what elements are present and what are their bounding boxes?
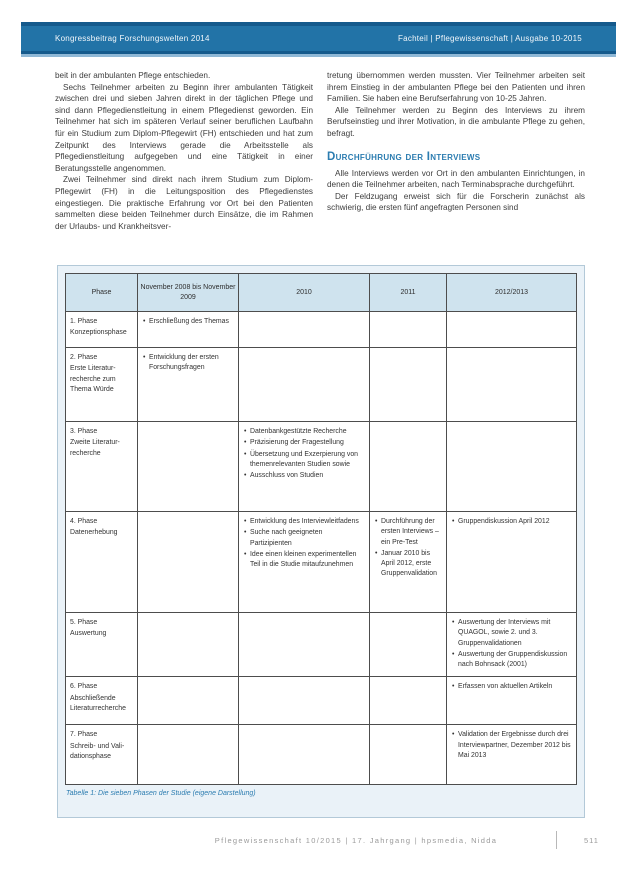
table-cell — [239, 677, 370, 725]
column-header-2011: 2011 — [370, 274, 447, 312]
bullet-item: • Gruppendiskussion April 2012 — [451, 517, 572, 527]
table-cell — [447, 312, 577, 348]
table-cell — [370, 725, 447, 785]
table-cell — [239, 422, 370, 512]
table-cell — [138, 677, 239, 725]
phase-number: 7. Phase — [70, 731, 98, 739]
paragraph: Sechs Teilnehmer arbeiten zu Beginn ihrer ambulanten Tätigkeit zwischen drei und sieben Jahren direkt in der täglichen Pflege und sind dann Pflegedienstleitung in einem Pflegedienst geworden. Ein Teilnehmer hat sich im späteren Verlauf seiner beruflichen Laufbahn für ein Studium zum Diplom-Pflegewirt (FH) entschieden und hat zum Zeitpunkt des Interviews gerade die Arbeitsstelle als Pflegedienstleitung aufgegeben und eine Tätigkeit in einer Beratungsstelle angenommen. — [55, 82, 313, 173]
phase-name: Datenerhebung — [70, 529, 118, 537]
bullet-item: • Ausschluss von Studien — [243, 471, 365, 481]
header-left-text: Kongressbeitrag Forschungswelten 2014 — [55, 34, 210, 43]
phase-number: 1. Phase — [70, 318, 98, 325]
table-cell — [447, 348, 577, 422]
bullet-item: • Auswertung der Interviews mit QUAGOL, sowie 2. und 3. Gruppenvalidationen — [451, 618, 572, 649]
phase-cell — [66, 512, 138, 613]
phase-cell — [66, 312, 138, 348]
column-header-phase: Phase — [66, 274, 138, 312]
footer-journal-info: Pflegewissenschaft 10/2015 | 17. Jahrgang | hpsmedia, Nidda — [214, 836, 498, 845]
table-cell — [138, 422, 239, 512]
phase-name: Auswertung — [70, 630, 107, 638]
phase-number: 6. Phase — [70, 683, 98, 691]
table-cell — [138, 725, 239, 785]
table-row — [66, 725, 577, 785]
table-cell — [370, 677, 447, 725]
table-cell — [138, 613, 239, 677]
phases-table — [65, 273, 577, 785]
paragraph: tretung übernommen werden mussten. Vier Teilnehmer arbeiten seit ihrem Einstieg in der ambulanten Pflege bei den Patienten und ihren Familien. Sie haben eine Berufserfahrung von 10-25 Jahren. — [327, 71, 585, 104]
table-row — [66, 677, 577, 725]
page-footer — [0, 829, 637, 855]
table-cell — [370, 613, 447, 677]
table-cell — [447, 725, 577, 785]
table-caption: Tabelle 1: Die sieben Phasen der Studie (eigene Darstellung) — [66, 790, 256, 798]
phase-name: Schreib- und Validationsphase — [70, 742, 125, 761]
bullet-item: • Januar 2010 bis April 2012, erste Gruppenvalidation — [374, 549, 442, 580]
article-body — [55, 70, 585, 256]
header-right-text: Fachteil | Pflegewissenschaft | Ausgabe 10-2015 — [397, 34, 582, 43]
page-header-bar — [21, 22, 616, 54]
footer-divider — [556, 831, 557, 849]
phase-name: Konzeptionsphase — [70, 329, 127, 337]
table-cell — [239, 613, 370, 677]
right-column — [327, 70, 585, 256]
table-row — [66, 312, 577, 348]
table-cell — [138, 312, 239, 348]
bullet-item: • Entwicklung des Interviewleitfadens — [243, 517, 365, 527]
bullet-item: • Auswertung der Gruppendiskussion nach Bohnsack (2001) — [451, 650, 572, 671]
table-cell — [239, 312, 370, 348]
column-header-2008-2009: November 2008 bis November 2009 — [138, 274, 239, 312]
paragraph: beit in der ambulanten Pflege entschieden. — [55, 71, 211, 80]
bullet-item: • Erschließung des Themas — [142, 317, 234, 327]
table-cell — [138, 348, 239, 422]
paragraph: Der Feldzugang erweist sich für die Forscherin zunächst als schwierig, die ersten fünf angefragten Personen sind — [327, 191, 585, 213]
phase-name: Zweite Literaturrecherche — [70, 439, 120, 457]
phase-number: 3. Phase — [70, 428, 98, 435]
bullet-item: • Entwicklung der ersten Forschungsfragen — [142, 353, 234, 374]
phase-cell — [66, 677, 138, 725]
table-cell — [239, 512, 370, 613]
table-row — [66, 348, 577, 422]
phase-cell — [66, 613, 138, 677]
paragraph: Zwei Teilnehmer sind direkt nach ihrem Studium zum Diplom-Pflegewirt (FH) in die Leitungsposition des Pflegedienstes eingestiegen. Die praktische Erfahrung vor Ort bei den Patienten sammelten diese beiden Teilnehmer durch Einsätze, die im Rahmen der Urlaubs- und Krankheitsver- — [55, 175, 313, 231]
table-row — [66, 422, 577, 512]
table-cell — [447, 613, 577, 677]
phases-table-panel — [57, 265, 585, 818]
phase-number: 2. Phase — [70, 354, 98, 361]
phase-cell — [66, 348, 138, 422]
section-heading: Durchführung der Interviews — [327, 150, 481, 163]
phase-name: Abschließende Literaturrecherche — [70, 694, 126, 713]
page-number: 511 — [584, 836, 599, 845]
table-cell — [370, 312, 447, 348]
table-row — [66, 512, 577, 613]
paragraph: Alle Teilnehmer werden zu Beginn des Interviews zu ihrem Berufseinstieg und ihrer Motivation, in die ambulante Pflege zu gehen, befragt. — [327, 105, 585, 138]
table-cell — [447, 677, 577, 725]
column-header-2012-2013: 2012/2013 — [447, 274, 577, 312]
table-cell — [239, 348, 370, 422]
bullet-item: • Datenbankgestützte Recherche — [243, 427, 365, 437]
table-cell — [370, 348, 447, 422]
table-header-row — [66, 274, 577, 312]
bullet-item: • Präzisierung der Fragestellung — [243, 438, 365, 448]
paragraph: Alle Interviews werden vor Ort in den ambulanten Einrichtungen, in denen die Teilnehmer arbeiten, nach Terminabsprache durchgeführt. — [327, 168, 585, 190]
column-header-2010: 2010 — [239, 274, 370, 312]
bullet-item: • Erfassen von aktuellen Artikeln — [451, 682, 572, 692]
table-cell — [447, 422, 577, 512]
bullet-item: • Validation der Ergebnisse durch drei Interviewpartner, Dezember 2012 bis Mai 2013 — [451, 730, 572, 761]
bullet-item: • Suche nach geeigneten Partizipienten — [243, 528, 365, 549]
table-cell — [370, 512, 447, 613]
bullet-item: • Durchführung der ersten Interviews – ein Pre-Test — [374, 517, 442, 548]
table-cell — [447, 512, 577, 613]
phase-number: 4. Phase — [70, 518, 98, 525]
table-cell — [239, 725, 370, 785]
table-cell — [370, 422, 447, 512]
phase-name: Erste Literaturrecherche zum Thema Würde — [70, 365, 116, 393]
bullet-item: • Übersetzung und Exzerpierung von themenrelevanten Studien sowie — [243, 450, 365, 471]
table-cell — [138, 512, 239, 613]
phase-cell — [66, 422, 138, 512]
phase-number: 5. Phase — [70, 619, 98, 626]
left-column — [55, 70, 313, 256]
table-row — [66, 613, 577, 677]
bullet-item: • Idee einen kleinen experimentellen Teil in die Studie mitaufzunehmen — [243, 550, 365, 571]
header-accent-line — [21, 54, 616, 57]
phase-cell — [66, 725, 138, 785]
